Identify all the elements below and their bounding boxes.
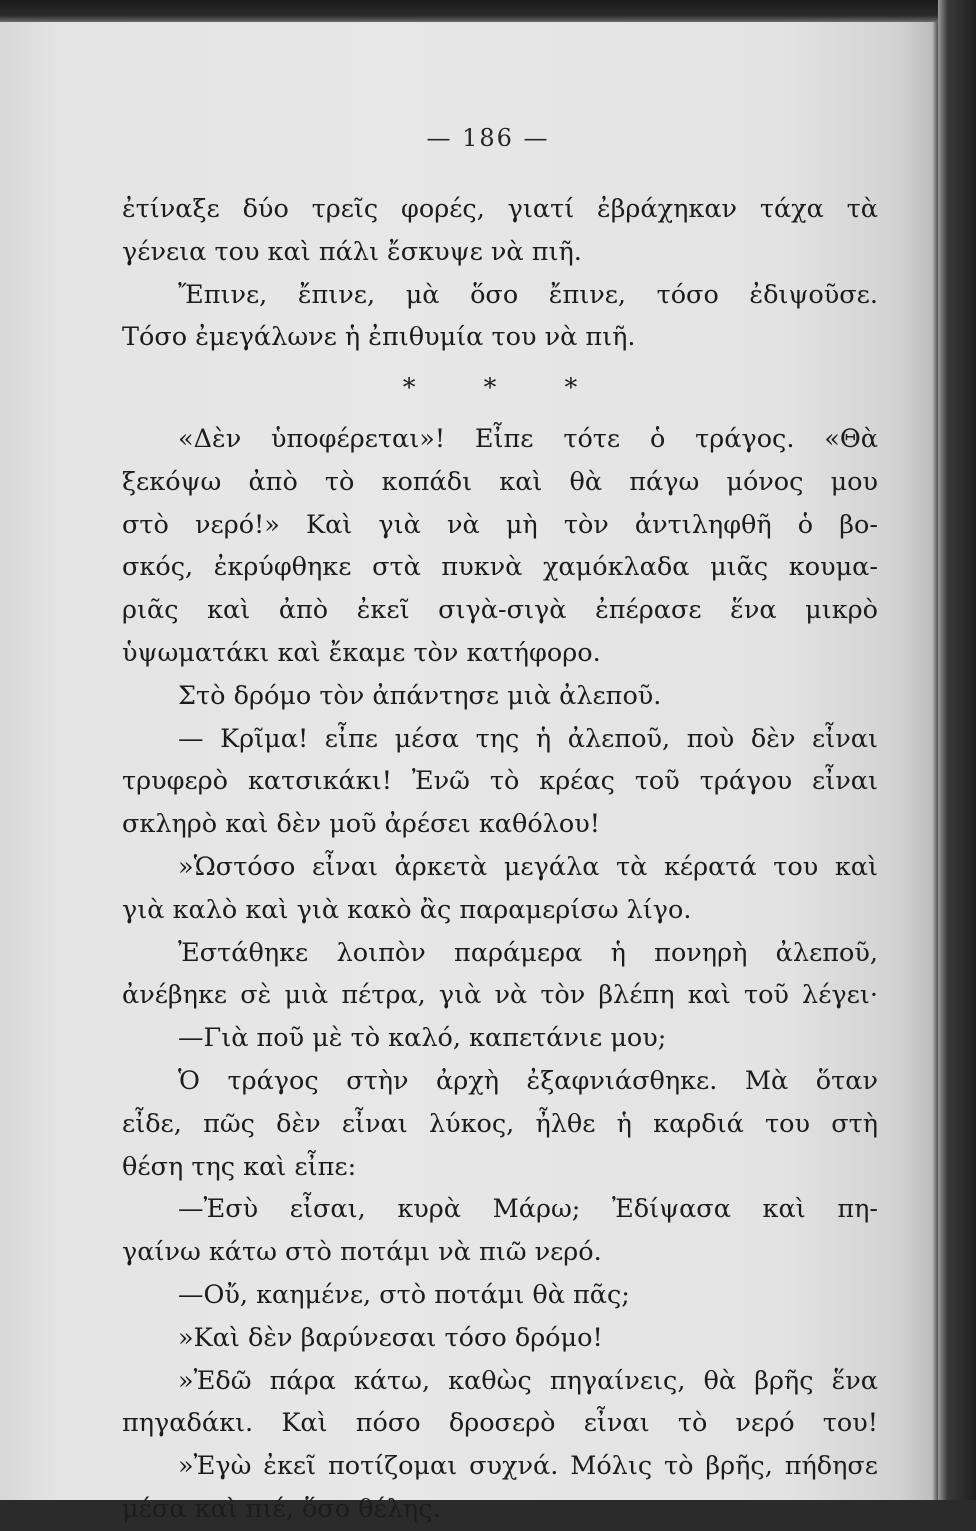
text-line: σκληρὸ καὶ δὲν μοῦ ἀρέσει καθόλου! (122, 809, 600, 840)
text-line: ἐτίναξε δύο τρεῖς φορές, γιατί ἐβράχηκαν τάχα τὰ (122, 194, 878, 224)
body-text (122, 188, 878, 1531)
text-line: —Γιὰ ποῦ μὲ τὸ καλό, καπετάνιε μου; (178, 1023, 667, 1054)
text-line: Στὸ δρόμο τὸν ἀπάντησε μιὰ ἀλεποῦ. (178, 680, 662, 711)
page-number: — 186 — (426, 124, 550, 152)
text-line: —Ἐσὺ εἶσαι, κυρὰ Μάρω; Ἐδίψασα καὶ πη- (178, 1194, 878, 1225)
text-line: —Οὔ, καημένε, στὸ ποτάμι θὰ πᾶς; (178, 1279, 630, 1310)
section-separator: * * * (402, 373, 608, 404)
text-line: γαίνω κάτω στὸ ποτάμι νὰ πιῶ νερό. (122, 1237, 602, 1268)
text-line: »Ἐδῶ πάρα κάτω, καθὼς πηγαίνεις, θὰ βρῆς ἕνα (178, 1365, 878, 1396)
text-section-1 (122, 188, 878, 359)
text-line: ὑψωματάκι καὶ ἔκαμε τὸν κατήφορο. (122, 637, 601, 668)
text-line: γιὰ καλὸ καὶ γιὰ κακὸ ἂς παραμερίσω λίγο. (122, 894, 692, 925)
text-line: γένεια του καὶ πάλι ἔσκυψε νὰ πιῆ. (122, 236, 582, 267)
text-line: ριᾶς καὶ ἀπὸ ἐκεῖ σιγὰ-σιγὰ ἐπέρασε ἕνα μικρὸ (122, 595, 878, 626)
text-line: »Καὶ δὲν βαρύνεσαι τόσο δρόμο! (178, 1322, 603, 1353)
text-line: Ἔπινε, ἔπινε, μὰ ὅσο ἔπινε, τόσο ἐδιψοῦσε. (178, 279, 878, 310)
text-line: Ἐστάθηκε λοιπὸν παράμερα ἡ πονηρὴ ἀλεποῦ, (178, 937, 878, 968)
text-line: Τόσο ἐμεγάλωνε ἡ ἐπιθυμία του νὰ πιῆ. (122, 322, 636, 353)
text-line: πηγαδάκι. Καὶ πόσο δροσερὸ εἶναι τὸ νερό του! (122, 1408, 878, 1439)
text-line: σκός, ἐκρύφθηκε στὰ πυκνὰ χαμόκλαδα μιᾶς κουμα- (122, 552, 878, 583)
text-line: »Ὡστόσο εἶναι ἀρκετὰ μεγάλα τὰ κέρατά του καὶ (178, 851, 878, 882)
text-line: στὸ νερό!» Καὶ γιὰ νὰ μὴ τὸν ἀντιληφθῆ ὁ βο- (122, 509, 878, 540)
text-line: ξεκόψω ἀπὸ τὸ κοπάδι καὶ θὰ πάγω μόνος μου (122, 466, 878, 497)
text-line: εἶδε, πῶς δὲν εἶναι λύκος, ἦλθε ἡ καρδιά του στὴ (122, 1108, 878, 1139)
text-line: τρυφερὸ κατσικάκι! Ἐνῶ τὸ κρέας τοῦ τράγου εἶναι (122, 766, 878, 797)
text-line: «Δὲν ὑποφέρεται»! Εἶπε τότε ὁ τράγος. «Θὰ (178, 423, 878, 454)
text-line: — Κρῖμα! εἶπε μέσα της ἡ ἀλεποῦ, ποὺ δὲν εἶναι (178, 723, 878, 754)
text-line: θέση της καὶ εἶπε: (122, 1151, 357, 1182)
text-line: ἀνέβηκε σὲ μιὰ πέτρα, γιὰ νὰ τὸν βλέπη καὶ τοῦ λέγει· (122, 980, 878, 1011)
text-line: Ὁ τράγος στὴν ἀρχὴ ἐξαφνιάσθηκε. Μὰ ὅταν (178, 1065, 878, 1096)
text-line: μέσα καὶ πιέ, ὅσο θέλης. (122, 1493, 441, 1524)
text-line: »Ἐγὼ ἐκεῖ ποτίζομαι συχνά. Μόλις τὸ βρῆς, πήδησε (178, 1451, 878, 1482)
page-top-shadow (0, 0, 976, 22)
book-spine-shadow (938, 0, 976, 1500)
text-section-2 (122, 418, 878, 1531)
